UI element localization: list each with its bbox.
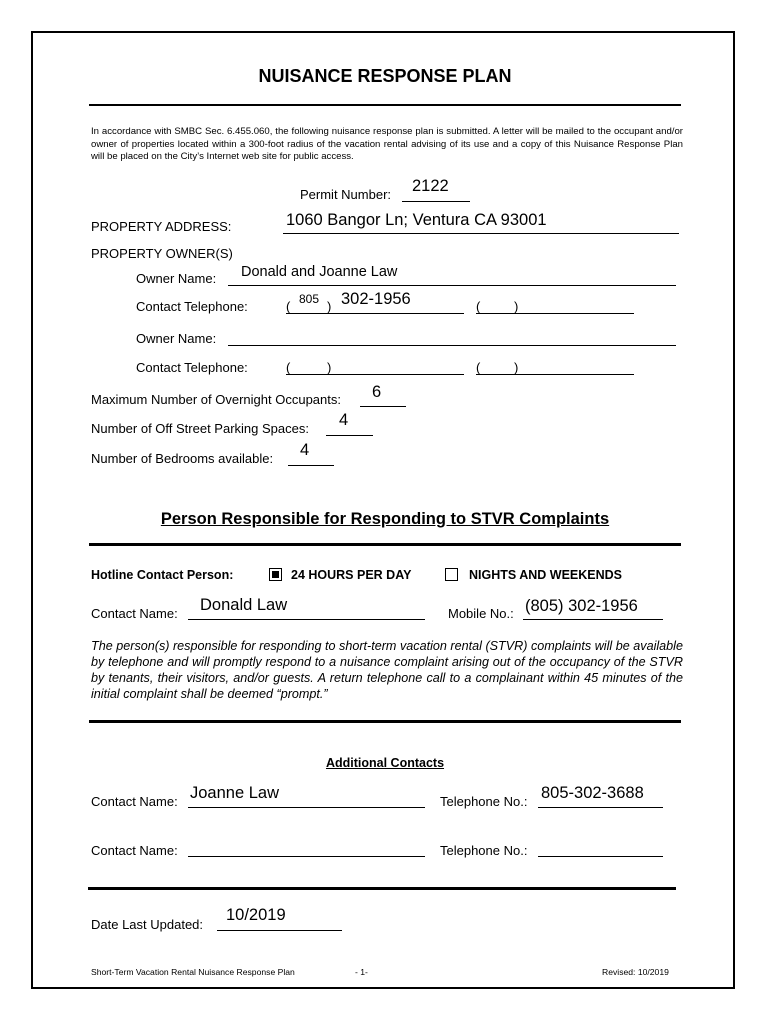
- bedrooms-line: [288, 465, 334, 466]
- contacts-divider: [88, 887, 676, 890]
- bedrooms-label: Number of Bedrooms available:: [91, 451, 274, 466]
- tel2b-paren-close: ): [514, 360, 519, 375]
- intro-text: In accordance with SMBC Sec. 6.455.060, the following nuisance response plan is submitted. A letter will be mailed to the occupant and/or owner of properties located within a 300-foot radius of the vacation rental advising of its use and a copy of this Nuisance Response Plan will be placed on the City’s Internet web site for public access.: [91, 126, 683, 162]
- title-divider: [89, 104, 681, 106]
- mobile-line: [523, 619, 663, 620]
- contact-tel2b-line[interactable]: [476, 374, 634, 375]
- max-occupants-label: Maximum Number of Overnight Occupants:: [91, 392, 341, 407]
- checkbox-24-hours[interactable]: [269, 568, 282, 581]
- tel1b-paren-close: ): [514, 299, 519, 314]
- tel2-paren-open: (: [286, 360, 291, 375]
- hotline-label: Hotline Contact Person:: [91, 568, 234, 582]
- additional-contact1-name-field[interactable]: Joanne Law: [190, 784, 279, 802]
- tel1b-paren-open: (: [476, 299, 481, 314]
- parking-label: Number of Off Street Parking Spaces:: [91, 421, 309, 436]
- parking-line: [326, 435, 373, 436]
- responsible-contact-name-field[interactable]: Donald Law: [200, 596, 288, 614]
- date-updated-line: [217, 930, 342, 931]
- footer-document-name: Short-Term Vacation Rental Nuisance Response Plan: [91, 967, 295, 977]
- owner1-line: [228, 285, 676, 286]
- additional-contact1-line: [188, 807, 425, 808]
- contact-tel1b-line: [476, 313, 634, 314]
- additional-contacts-heading: Additional Contacts: [325, 756, 445, 770]
- permit-label: Permit Number:: [300, 187, 392, 202]
- max-occupants-field[interactable]: 6: [372, 383, 382, 401]
- responsible-divider: [89, 543, 681, 546]
- additional-tel2-label: Telephone No.:: [440, 843, 528, 858]
- option-nights-weekends-label: NIGHTS AND WEEKENDS: [469, 568, 623, 582]
- additional-tel2-field[interactable]: [538, 856, 663, 857]
- mobile-number-field[interactable]: (805) 302-1956: [525, 597, 638, 615]
- mobile-label: Mobile No.:: [448, 606, 514, 621]
- checkbox-nights-weekends[interactable]: [445, 568, 458, 581]
- owner2-name-field[interactable]: [228, 345, 676, 346]
- tel1-paren-close: ): [327, 299, 332, 314]
- responsibility-statement: The person(s) responsible for responding to short-term vacation rental (STVR) complaints will be available by telephone and will promptly respond to a nuisance complaint arising out of the occupancy of the STVR by tenants, their visitors, and/or guests. A return telephone call to a complainant within 45 minutes of the initial complaint shall be deemed “prompt.”: [91, 639, 683, 701]
- tel1-paren-open: (: [286, 299, 291, 314]
- additional-tel1-label: Telephone No.:: [440, 794, 528, 809]
- date-updated-label: Date Last Updated:: [91, 917, 204, 932]
- tel2-paren-close: ): [327, 360, 332, 375]
- footer-revised: Revised: 10/2019: [602, 967, 669, 977]
- responsible-heading: Person Responsible for Responding to STVR Complaints: [160, 510, 610, 528]
- footer-page-number: - 1-: [355, 967, 368, 977]
- additional-tel1-line: [538, 807, 663, 808]
- contact-tel2-label: Contact Telephone:: [136, 360, 248, 375]
- owner2-label: Owner Name:: [136, 331, 217, 346]
- property-address-field[interactable]: 1060 Bangor Ln; Ventura CA 93001: [286, 211, 547, 229]
- additional-contact1-label: Contact Name:: [91, 794, 178, 809]
- tel2b-paren-open: (: [476, 360, 481, 375]
- contact-tel1-label: Contact Telephone:: [136, 299, 248, 314]
- additional-contact2-label: Contact Name:: [91, 843, 178, 858]
- contact-tel1-line: [286, 313, 464, 314]
- permit-line: [402, 201, 470, 202]
- additional-tel1-field[interactable]: 805-302-3688: [541, 784, 644, 802]
- property-owners-label: PROPERTY OWNER(S): [91, 246, 233, 261]
- owner1-name-field[interactable]: Donald and Joanne Law: [241, 264, 398, 280]
- contact-tel2-line[interactable]: [286, 374, 464, 375]
- responsible-contact-name-label: Contact Name:: [91, 606, 178, 621]
- option-24-hours-label: 24 HOURS PER DAY: [291, 568, 412, 582]
- permit-number-field[interactable]: 2122: [412, 177, 449, 195]
- additional-contact2-name-field[interactable]: [188, 856, 425, 857]
- bedrooms-field[interactable]: 4: [300, 441, 310, 459]
- statement-divider: [89, 720, 681, 723]
- parking-spaces-field[interactable]: 4: [339, 411, 349, 429]
- max-occupants-line: [360, 406, 406, 407]
- property-address-label: PROPERTY ADDRESS:: [91, 219, 232, 234]
- tel1-area-code-field[interactable]: 805: [299, 292, 320, 306]
- date-updated-field[interactable]: 10/2019: [226, 906, 286, 924]
- responsible-contact-name-line: [188, 619, 425, 620]
- property-address-line: [283, 233, 679, 234]
- tel1-number-field[interactable]: 302-1956: [341, 290, 411, 308]
- owner1-label: Owner Name:: [136, 271, 217, 286]
- form-title: NUISANCE RESPONSE PLAN: [258, 66, 512, 86]
